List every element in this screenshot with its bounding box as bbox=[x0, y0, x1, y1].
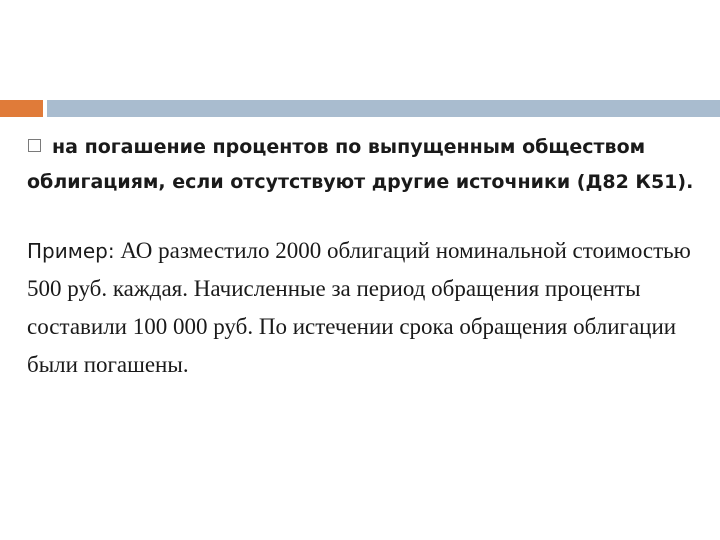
bullet-text: на погашение процентов по выпущенным обществом облигациям, если отсутствуют другие источники (Д82 К51). bbox=[27, 136, 694, 193]
example-text: АО разместило 2000 облигаций номинальной стоимостью 500 руб. каждая. Начисленные за период обращения проценты составили 100 000 руб. По истечении срока обращения облигации были погашены. bbox=[27, 238, 691, 377]
example-label: Пример: bbox=[27, 239, 115, 263]
accent-bar-orange bbox=[0, 100, 43, 117]
accent-bar-blue bbox=[47, 100, 720, 117]
slide-content bbox=[27, 130, 697, 384]
square-bullet-icon bbox=[28, 139, 41, 152]
example-paragraph bbox=[27, 232, 697, 384]
bullet-paragraph bbox=[27, 130, 697, 200]
